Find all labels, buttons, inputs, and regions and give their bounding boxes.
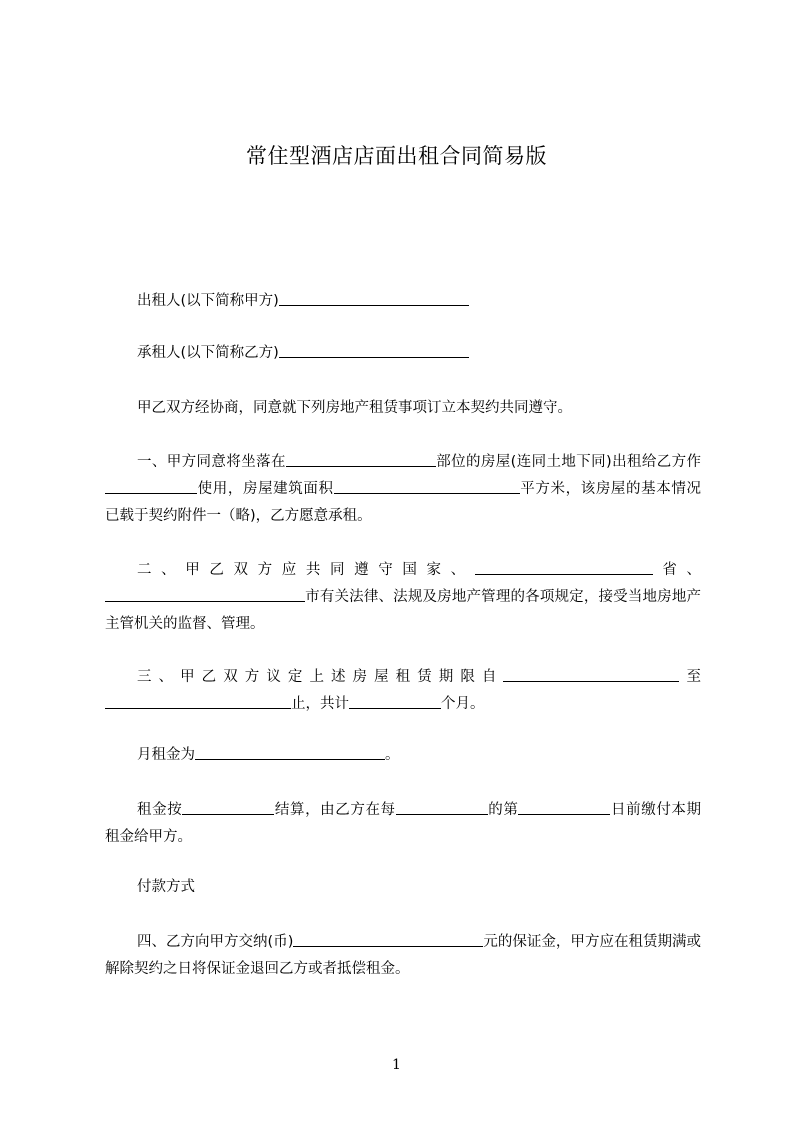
- clause-1-text-b: 部位的房屋(连同土地下同)出租给乙方作: [435, 454, 702, 470]
- clause-4: [105, 929, 701, 983]
- clause-1-text-c: 使用，房屋建筑面积: [197, 481, 334, 497]
- months-blank: [349, 694, 441, 709]
- document-title: 常住型酒店店面出租合同简易版: [246, 144, 547, 168]
- lessor-blank: [279, 291, 469, 306]
- payment-method-heading: 付款方式: [137, 879, 195, 895]
- clause-2-text-b: 省、: [652, 562, 701, 578]
- payment-text-c: 的第: [487, 802, 519, 818]
- city-blank: [105, 587, 305, 602]
- usage-blank: [105, 479, 197, 494]
- payment-text-d: 日前缴付本期租金给甲方。: [105, 802, 702, 845]
- clause-3-text-b: 至: [679, 669, 702, 685]
- clause-1-text-d: 平方米，该房屋的基本情况已载于契约附件一（略)，乙方愿意承租。: [105, 481, 702, 524]
- end-date-blank: [105, 694, 291, 709]
- clause-1-text-a: 一、甲方同意将坐落在: [137, 454, 286, 470]
- payment-text-a: 租金按: [137, 802, 183, 818]
- clause-3-text-d: 个月。: [441, 696, 485, 712]
- day-blank: [518, 800, 610, 815]
- payment-paragraph: [105, 797, 701, 851]
- intro-paragraph: 甲乙双方经协商，同意就下列房地产租赁事项订立本契约共同遵守。: [137, 400, 572, 416]
- monthly-rent-text-b: 。: [385, 747, 400, 763]
- location-blank: [286, 452, 436, 467]
- clause-1: [105, 449, 701, 530]
- clause-3-text-a: 三、甲乙双方议定上述房屋租赁期限自: [137, 669, 504, 685]
- monthly-rent-text-a: 月租金为: [137, 747, 195, 763]
- clause-3: [105, 664, 701, 718]
- lessee-label: 承租人(以下简称乙方): [137, 345, 279, 361]
- lessor-label: 出租人(以下简称甲方): [137, 293, 279, 309]
- monthly-rent-blank: [195, 745, 385, 760]
- clause-4-text-a: 四、乙方向甲方交纳(币): [137, 934, 294, 950]
- clause-2: [105, 557, 701, 638]
- clause-2-text-a: 二、甲乙双方应共同遵守国家、: [137, 562, 475, 578]
- monthly-rent-line: [105, 742, 701, 769]
- lessee-line: [105, 340, 701, 367]
- start-date-blank: [503, 667, 679, 682]
- lessee-blank: [279, 343, 469, 358]
- province-blank: [475, 560, 653, 575]
- clause-3-text-c: 止，共计: [291, 696, 349, 712]
- area-blank: [334, 479, 520, 494]
- deposit-blank: [293, 932, 483, 947]
- clause-4-text-b: 元的保证金，甲方应在租赁期满或解除契约之日将保证金退回乙方或者抵偿租金。: [105, 934, 701, 977]
- page-number: 1: [392, 1057, 401, 1073]
- clause-2-text-c: 市有关法律、法规及房地产管理的各项规定，接受当地房地产主管机关的监督、管理。: [105, 589, 701, 632]
- period-blank: [396, 800, 488, 815]
- lessor-line: [105, 288, 701, 315]
- payment-text-b: 结算，由乙方在每: [274, 802, 396, 818]
- settlement-blank: [182, 800, 274, 815]
